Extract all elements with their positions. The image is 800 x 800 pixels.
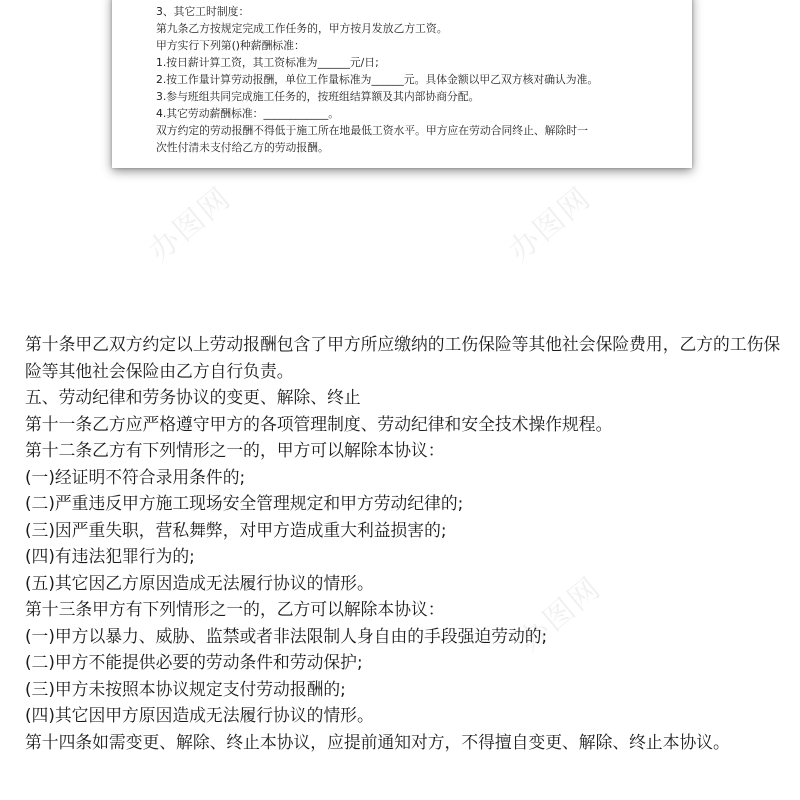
list-item: (一)甲方以暴力、威胁、监禁或者非法限制人身自由的手段强迫劳动的; <box>25 625 548 646</box>
text-line: 甲方实行下列第()种薪酬标准： <box>156 39 305 52</box>
paragraph: 第十三条甲方有下列情形之一的，乙方可以解除本协议： <box>25 599 445 619</box>
paragraph: 第十二条乙方有下列情形之一的，甲方可以解除本协议： <box>25 440 445 460</box>
text-line: 1.按日薪计算工资，其工资标准为______元/日; <box>156 56 379 69</box>
list-item: (二)严重违反甲方施工现场安全管理规定和甲方劳动纪律的; <box>25 493 464 513</box>
watermark: 办图网 <box>502 180 599 269</box>
text-line: 双方约定的劳动报酬不得低于施工所在地最低工资水平。甲方应在劳动合同终止、解除时一 <box>156 124 588 137</box>
list-item: (三)甲方未按照本协议规定支付劳动报酬的; <box>25 678 346 699</box>
text-line: 3、其它工时制度： <box>156 5 250 18</box>
watermark: 办图网 <box>512 570 609 659</box>
paragraph: 第十四条如需变更、解除、终止本协议，应提前通知对方，不得擅自变更、解除、终止本协议。 <box>25 731 730 752</box>
list-item: (五)其它因乙方原因造成无法履行协议的情形。 <box>25 572 374 593</box>
text-line: 3.参与班组共同完成施工任务的，按班组结算额及其内部协商分配。 <box>156 90 480 103</box>
paragraph: 第十条甲乙双方约定以上劳动报酬包含了甲方所应缴纳的工伤保险等其他社会保险费用，乙方的工伤保险等其他社会保险由乙方自行负责。 <box>25 334 781 381</box>
text-line: 2.按工作量计算劳动报酬，单位工作量标准为______元。具体金额以甲乙双方核对确认为准。 <box>156 73 599 86</box>
section-heading: 五、劳动纪律和劳务协议的变更、解除、终止 <box>25 387 361 407</box>
text-line: 次性付清未支付给乙方的劳动报酬。 <box>156 141 329 154</box>
list-item: (一)经证明不符合录用条件的; <box>25 466 246 487</box>
text-line: 第九条乙方按规定完成工作任务的，甲方按月发放乙方工资。 <box>156 22 448 35</box>
list-item: (三)因严重失职，营私舞弊，对甲方造成重大利益损害的; <box>25 519 447 540</box>
document-page-preview <box>112 0 692 168</box>
watermark: 办图网 <box>142 180 239 269</box>
list-item: (二)甲方不能提供必要的劳动条件和劳动保护; <box>25 652 363 672</box>
list-item: (四)其它因甲方原因造成无法履行协议的情形。 <box>25 705 374 725</box>
paragraph: 第十一条乙方应严格遵守甲方的各项管理制度、劳动纪律和安全技术操作规程。 <box>25 413 613 434</box>
document-body <box>25 331 785 755</box>
page-preview-text <box>156 0 676 156</box>
text-line: 4.其它劳动薪酬标准：____________。 <box>156 107 340 120</box>
list-item: (四)有违法犯罪行为的; <box>25 546 195 566</box>
